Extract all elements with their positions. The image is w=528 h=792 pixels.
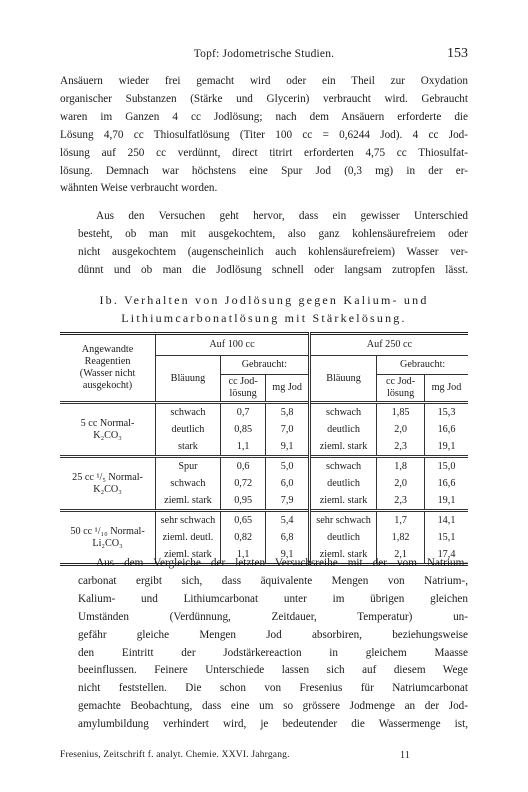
journal-citation: Fresenius, Zeitschrift f. analyt. Chemie. XXVI. Jahrgang.: [60, 750, 290, 760]
header-cc-jod: cc Jod- lösung: [220, 375, 266, 403]
table-row: [60, 457, 468, 476]
cell-cc: 2,1: [377, 546, 425, 565]
reagent-cell: 50 cc ¹/₁₀ Normal- Li₂CO₃: [60, 511, 156, 565]
cell-mg: 6,0: [266, 475, 309, 492]
paragraph-1: [60, 73, 468, 198]
cell-blaeuung: deutlich: [309, 475, 376, 492]
cell-cc: 0,85: [220, 421, 266, 438]
header-reagents: Angewandte Reagentien (Wasser nicht ausgekocht): [79, 344, 136, 391]
cell-cc: 0,72: [220, 475, 266, 492]
header-cc-jod: cc Jod- lösung: [377, 375, 425, 403]
cell-blaeuung: deutlich: [309, 421, 376, 438]
cell-blaeuung: zieml. stark: [309, 546, 376, 565]
cell-cc: 2,3: [377, 438, 425, 457]
cell-cc: 1,82: [377, 529, 425, 546]
cell-mg: 5,0: [266, 457, 309, 476]
cell-cc: 0,95: [220, 492, 266, 511]
header-blaeuung: Bläuung: [156, 356, 221, 403]
cell-cc: 2,3: [377, 492, 425, 511]
text-line: nicht feststellen. Die schon von Fresenius für Natriumcarbonat: [78, 682, 468, 695]
text-line: lösung auf 250 cc verdünnt, direct titrirt erforderten 4,75 cc Thiosulfat-: [60, 146, 468, 159]
text-line: dünnt und ob man die Jodlösung schnell oder langsam zutropfen lässt.: [78, 263, 468, 276]
page-footer: [60, 750, 468, 760]
cell-mg: 5,4: [266, 511, 309, 530]
cell-mg: 16,6: [424, 475, 468, 492]
table-row: [60, 403, 468, 422]
cell-cc: 0,7: [220, 403, 266, 422]
cell-blaeuung: stark: [156, 438, 221, 457]
text-line: waren im Ganzen 4 cc Jodlösung; nach dem Ansäuern erforderte die: [60, 110, 468, 123]
text-line: gemachte Beobachtung, dass eine um so grössere Jodmenge an der Jod-: [78, 700, 468, 713]
cell-mg: 19,1: [424, 438, 468, 457]
results-table: [60, 332, 468, 566]
text-line: Aus dem Vergleiche der letzten Versuchsreihe mit der vom Natrium-: [96, 557, 468, 569]
cell-cc: 0,82: [220, 529, 266, 546]
cell-blaeuung: zieml. stark: [309, 438, 376, 457]
cell-mg: 15,3: [424, 403, 468, 422]
reagent-cell: 5 cc Normal- K₂CO₃: [60, 403, 156, 457]
text-line: lösung. Demnach war höchstens eine Spur Jod (0,3 mg) in der er-: [60, 164, 468, 177]
running-header: [60, 48, 468, 66]
cell-mg: 7,9: [266, 492, 309, 511]
running-title: Topf: Jodometrische Studien.: [193, 48, 335, 60]
cell-mg: 6,8: [266, 529, 309, 546]
cell-blaeuung: zieml. deutl.: [156, 529, 221, 546]
text-line: nicht ausgekochtem (augenscheinlich auch kohlensäurefreiem) Wasser ver-: [78, 245, 468, 258]
text-line: organischer Substanzen (Stärke und Glycerin) verbraucht wird. Gebraucht: [60, 92, 468, 105]
section-heading-line: Ib. Verhalten von Jodlösung gegen Kalium- und: [99, 293, 429, 307]
cell-mg: 16,6: [424, 421, 468, 438]
cell-blaeuung: Spur: [156, 457, 221, 476]
text-line: gefähr gleiche Mengen Jod absorbiren, beziehungsweise: [78, 628, 468, 641]
cell-blaeuung: deutlich: [156, 421, 221, 438]
cell-mg: 5,8: [266, 403, 309, 422]
cell-blaeuung: sehr schwach: [309, 511, 376, 530]
cell-cc: 1,7: [377, 511, 425, 530]
header-group-250cc: Auf 250 cc: [309, 334, 468, 356]
cell-cc: 2,0: [377, 421, 425, 438]
cell-cc: 1,1: [220, 546, 266, 565]
cell-cc: 1,85: [377, 403, 425, 422]
text-line: Aus den Versuchen geht hervor, dass ein gewisser Unterschied: [96, 210, 468, 222]
section-heading: [60, 291, 468, 327]
section-heading-line: Lithiumcarbonatlösung mit Stärkelösung.: [121, 311, 407, 325]
header-gebraucht: Gebraucht:: [220, 356, 309, 375]
text-line: wähnten Weise verbraucht worden.: [60, 182, 218, 195]
text-line: Lösung 4,70 cc Thiosulfatlösung (Titer 100 cc = 0,6244 Jod). 4 cc Jod-: [60, 128, 468, 141]
table-row: [60, 511, 468, 530]
cell-mg: 7,0: [266, 421, 309, 438]
cell-mg: 15,1: [424, 529, 468, 546]
cell-blaeuung: sehr schwach: [156, 511, 221, 530]
text-line: Ansäuern wieder frei gemacht wird oder ein Theil zur Oxydation: [60, 75, 468, 87]
cell-cc: 0,65: [220, 511, 266, 530]
cell-blaeuung: schwach: [309, 403, 376, 422]
cell-blaeuung: schwach: [309, 457, 376, 476]
text-line: den Eintritt der Jodstärkereaction in gleichem Maasse: [78, 646, 468, 659]
header-gebraucht: Gebraucht:: [377, 356, 468, 375]
cell-mg: 14,1: [424, 511, 468, 530]
cell-cc: 2,0: [377, 475, 425, 492]
cell-cc: 1,1: [220, 438, 266, 457]
page-number: 153: [447, 46, 468, 61]
cell-mg: 17,4: [424, 546, 468, 565]
cell-cc: 0,6: [220, 457, 266, 476]
text-line: besteht, ob man mit ausgekochtem, also ganz kohlensäurefreiem oder: [78, 227, 468, 240]
cell-cc: 1,8: [377, 457, 425, 476]
cell-blaeuung: zieml. stark: [156, 546, 221, 565]
text-line: amylumbildung verhindert wird, je bedeutender die Wassermenge ist,: [78, 718, 468, 731]
cell-blaeuung: zieml. stark: [156, 492, 221, 511]
cell-mg: 9,1: [266, 546, 309, 565]
header-group-100cc: Auf 100 cc: [156, 334, 310, 356]
cell-blaeuung: schwach: [156, 475, 221, 492]
reagent-cell: 25 cc ¹/₅ Normal- K₂CO₃: [60, 457, 156, 511]
cell-blaeuung: schwach: [156, 403, 221, 422]
text-line: Kalium- und Lithiumcarbonat unter im übrigen gleichen: [78, 592, 468, 605]
text-line: Umständen (Verdünnung, Zeitdauer, Temperatur) un-: [78, 610, 468, 623]
cell-blaeuung: deutlich: [309, 529, 376, 546]
header-blaeuung: Bläuung: [309, 356, 376, 403]
cell-blaeuung: zieml. stark: [309, 492, 376, 511]
header-mg-jod: mg Jod: [424, 375, 468, 403]
paragraph-2: [60, 208, 468, 280]
cell-mg: 19,1: [424, 492, 468, 511]
paragraph-3: [60, 555, 468, 734]
text-line: carbonat ergibt sich, dass äquivalente Mengen von Natrium-,: [78, 574, 468, 587]
cell-mg: 9,1: [266, 438, 309, 457]
signature-mark: 11: [400, 750, 411, 761]
cell-mg: 15,0: [424, 457, 468, 476]
text-line: beeinflussen. Feinere Unterschiede lassen sich auf diesem Wege: [78, 664, 468, 677]
header-mg-jod: mg Jod: [266, 375, 309, 403]
